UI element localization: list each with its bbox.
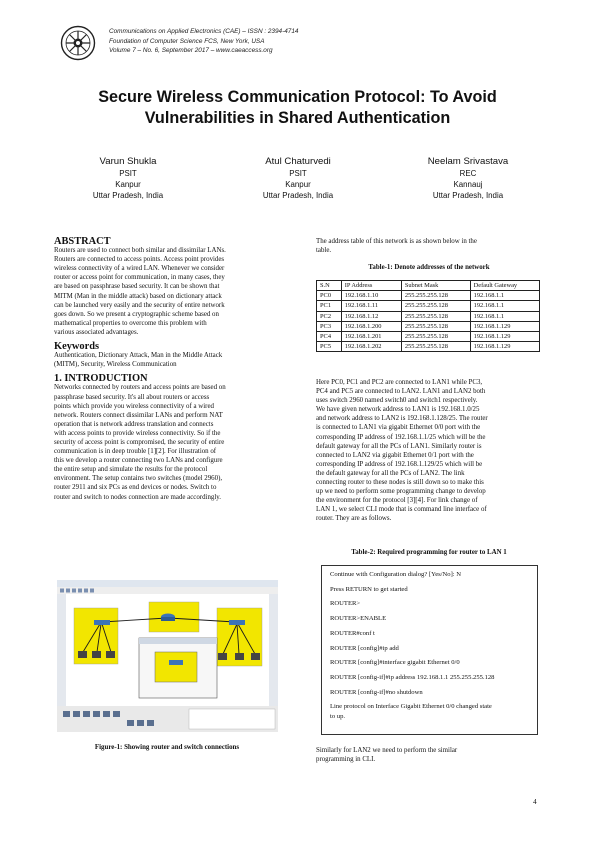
author-org: PSIT — [289, 169, 307, 178]
text-line: The address table of this network is as shown below in the — [316, 238, 477, 245]
author-city: Kannauj — [453, 180, 483, 189]
text-line: uses switch 2960 named switch0 and switch1 respectively. — [316, 397, 478, 405]
introduction-body — [54, 383, 280, 501]
text-line: various associated advantages. — [54, 328, 139, 336]
keywords-heading: Keywords — [54, 341, 100, 353]
author-city: Kanpur — [285, 180, 311, 189]
table-cell: 192.168.1.202 — [341, 342, 401, 352]
text-line: wireless connectivity of a wired LAN. Whenever we consider — [54, 265, 225, 273]
cli-line: ROUTER [config-if]#ip address 192.168.1.1 255.255.255.128 — [330, 673, 495, 681]
text-line: are based on passphrase based security. It can be shown that — [54, 283, 220, 291]
table-2-caption: Table-2: Required programming for router to LAN 1 — [351, 549, 507, 556]
text-line: operation that is network address translation and connects — [54, 420, 214, 428]
introduction-heading: 1. INTRODUCTION — [54, 373, 148, 385]
table-cell: 192.168.1.1 — [470, 291, 539, 301]
cli-line: ROUTER> — [330, 600, 361, 608]
screenshot-titlebar — [57, 580, 278, 587]
table-cell: PC4 — [317, 331, 342, 341]
author-org: REC — [459, 169, 477, 178]
table-header-cell: Subnet Mask — [401, 281, 470, 291]
text-line: the default gateway for all the PCs of LAN2. The link — [316, 469, 465, 477]
journal-line: Volume 7 – No. 6, September 2017 – www.caeaccess.org — [109, 47, 273, 55]
table-cell: 255.255.255.128 — [401, 291, 470, 301]
journal-line: Foundation of Computer Science FCS, New York, USA — [109, 37, 265, 45]
table-row — [317, 311, 540, 321]
table-cell: 192.168.1.201 — [341, 331, 401, 341]
table-cell: 192.168.1.1 — [470, 311, 539, 321]
text-line: with access points to provide wireless connectivity. So if the — [54, 429, 221, 437]
text-line: router. They are as follows. — [316, 515, 392, 523]
table-intro — [316, 237, 542, 255]
dialog-titlebar — [139, 638, 217, 644]
screenshot-right-toolbar — [269, 594, 278, 706]
text-line: is connected to LAN1 via gigabit Ethernet 0/0 port with the — [316, 424, 481, 432]
author-name: Neelam Srivastava — [427, 156, 509, 167]
cli-line: Press RETURN to get started — [330, 585, 408, 593]
table-cell: 192.168.1.1 — [470, 301, 539, 311]
text-line: Routers are connected to access points. Access point provides — [54, 256, 225, 264]
table-cell: 192.168.1.200 — [341, 321, 401, 331]
text-line: goes down. So we present a cryptographic scheme based on — [54, 310, 219, 318]
cli-line: Continue with Configuration dialog? [Yes/No]: N — [330, 571, 462, 578]
author-block — [383, 156, 553, 201]
table-cell: PC5 — [317, 342, 342, 352]
text-line: connected to LAN2 via gigabit Ethernet 0/1 port with the — [316, 451, 474, 459]
table-cell: 192.168.1.129 — [470, 342, 539, 352]
text-line: up we need to perform some programming change to develop — [316, 488, 486, 496]
table-cell: 192.168.1.10 — [341, 291, 401, 301]
table-row — [317, 291, 540, 301]
network-description — [316, 378, 542, 524]
table-header-cell: IP Address — [341, 281, 401, 291]
author-region: Uttar Pradesh, India — [432, 191, 504, 200]
text-line: router or access point for communication, in many cases, they — [54, 274, 225, 282]
cli-line: ROUTER [config]#interface gigabit Ethernet 0/0 — [330, 659, 460, 667]
table-cell: PC0 — [317, 291, 342, 301]
journal-logo-icon — [60, 25, 96, 61]
text-line: the environment for the protocol [3][4]. For link change of — [316, 497, 478, 505]
dialog-device-icon — [169, 660, 183, 665]
text-line: Networks connected by routers and access points are based on — [54, 384, 226, 392]
event-list-panel — [189, 709, 275, 729]
table-header-cell: Default Gateway — [470, 281, 539, 291]
text-line: Here PC0, PC1 and PC2 are connected to LAN1 while PC3, — [316, 379, 483, 386]
screenshot-left-toolbar — [57, 594, 66, 706]
keywords-body — [54, 351, 280, 369]
text-line: programming in CLI. — [316, 756, 376, 764]
table-cell: 192.168.1.129 — [470, 321, 539, 331]
text-line: router and switch to nodes connection are made accordingly. — [54, 493, 221, 501]
table-row — [317, 342, 540, 352]
table-header-cell: S.N — [317, 281, 342, 291]
table-cell: PC3 — [317, 321, 342, 331]
table-1-caption: Table-1: Denote addresses of the network — [368, 264, 490, 271]
text-line: connecting router to these nodes is still down so to make this — [316, 479, 484, 487]
address-table — [316, 280, 540, 352]
text-line: points which provide you wireless connectivity of a wired — [54, 402, 214, 410]
table-row — [317, 321, 540, 331]
text-line: and network address to LAN2 is 192.168.1.128/25. The router — [316, 415, 488, 423]
author-region: Uttar Pradesh, India — [92, 191, 164, 200]
table-row — [317, 331, 540, 341]
author-block — [213, 156, 383, 201]
text-line: Authentication, Dictionary Attack, Man in the Middle Attack — [54, 352, 223, 360]
text-line: (MITM), Security, Wireless Communication — [54, 361, 177, 369]
text-line: Similarly for LAN2 we need to perform the similar — [316, 747, 458, 754]
journal-header — [109, 27, 439, 56]
author-region: Uttar Pradesh, India — [262, 191, 334, 200]
cli-line: ROUTER [config]#ip add — [330, 644, 399, 652]
text-line: router 2911 and six PCs as end devices or nodes. Switch to — [54, 484, 217, 492]
abstract-body — [54, 246, 280, 337]
text-line: LAN 1, we select CLI mode that is command line interface of — [316, 506, 487, 514]
text-line: PC4 and PC5 are connected to LAN2. LAN1 and LAN2 both — [316, 388, 486, 396]
table-cell: PC1 — [317, 301, 342, 311]
table-cell: 255.255.255.128 — [401, 301, 470, 311]
text-line: default gateway for all the PCs of LAN1. Similarly router is — [316, 442, 482, 450]
journal-line: Communications on Applied Electronics (CAE) – ISSN : 2394-4714 — [109, 28, 299, 35]
text-line: MITM (Man in the middle attack) based on dictionary attack — [54, 292, 222, 300]
text-line: environment. The setup contains two switches (model 2960), — [54, 475, 223, 483]
table-cell: 255.255.255.128 — [401, 342, 470, 352]
table-cell: 255.255.255.128 — [401, 311, 470, 321]
text-line: the entire setup and simulate the results for the protocol — [54, 466, 208, 474]
figure-1-caption: Figure-1: Showing router and switch connections — [94, 744, 240, 751]
cli-line: ROUTER [config-if]#no shutdown — [330, 688, 423, 696]
router-icon — [161, 614, 175, 622]
text-line: We have given network address to LAN1 is 192.168.1.0/25 — [316, 406, 480, 414]
table-cell: PC2 — [317, 311, 342, 321]
text-line: corresponding IP address of 192.168.1.129/25 which will be — [316, 460, 483, 468]
table-header-row — [317, 281, 540, 291]
text-line: Routers are used to connect both similar and dissimilar LANs. — [54, 247, 226, 255]
author-block — [43, 156, 213, 201]
text-line: corresponding IP address of 192.168.1.1/25 which will be the — [316, 433, 486, 441]
cli-line: to up. — [330, 713, 346, 721]
text-line: this we develop a router connecting two LANs and configure — [54, 457, 223, 465]
author-name: Atul Chaturvedi — [265, 156, 331, 167]
text-line: table. — [316, 247, 332, 255]
text-line: passphrase based security. It's all about routers or access — [54, 393, 210, 401]
page-number: 4 — [533, 797, 537, 806]
table-cell: 192.168.1.129 — [470, 331, 539, 341]
text-line: mathematical properties to overcome this problem with — [54, 319, 207, 327]
dialog-preview — [155, 652, 197, 682]
author-org: PSIT — [119, 169, 137, 178]
title-line: Secure Wireless Communication Protocol: To Avoid — [98, 88, 497, 106]
cli-line: ROUTER>ENABLE — [330, 615, 387, 623]
cli-programming-box — [321, 565, 538, 735]
cli-line: Line protocol on Interface Gigabit Ethernet 0/0 changed state — [330, 703, 492, 711]
table-cell: 192.168.1.12 — [341, 311, 401, 321]
text-line: security of access point is compromised, the security of entire — [54, 438, 225, 446]
closing-paragraph — [316, 746, 542, 764]
table-row — [317, 301, 540, 311]
left-column — [54, 237, 280, 502]
author-name: Varun Shukla — [99, 156, 157, 167]
table-cell: 255.255.255.128 — [401, 321, 470, 331]
abstract-heading: ABSTRACT — [54, 236, 111, 247]
paper-title — [40, 87, 555, 129]
figure-1-network-screenshot — [57, 580, 278, 732]
author-city: Kanpur — [115, 180, 141, 189]
text-line: can be launched very easily and the security of entire network — [54, 301, 225, 309]
title-line: Vulnerabilities in Shared Authentication — [144, 109, 451, 127]
text-line: communication is in deep trouble [1][2]. For illustration of — [54, 448, 217, 456]
text-line: network. Routers connect dissimilar LANs and perform NAT — [54, 411, 223, 419]
table-cell: 255.255.255.128 — [401, 331, 470, 341]
cli-line: ROUTER#conf t — [330, 629, 375, 637]
table-cell: 192.168.1.11 — [341, 301, 401, 311]
